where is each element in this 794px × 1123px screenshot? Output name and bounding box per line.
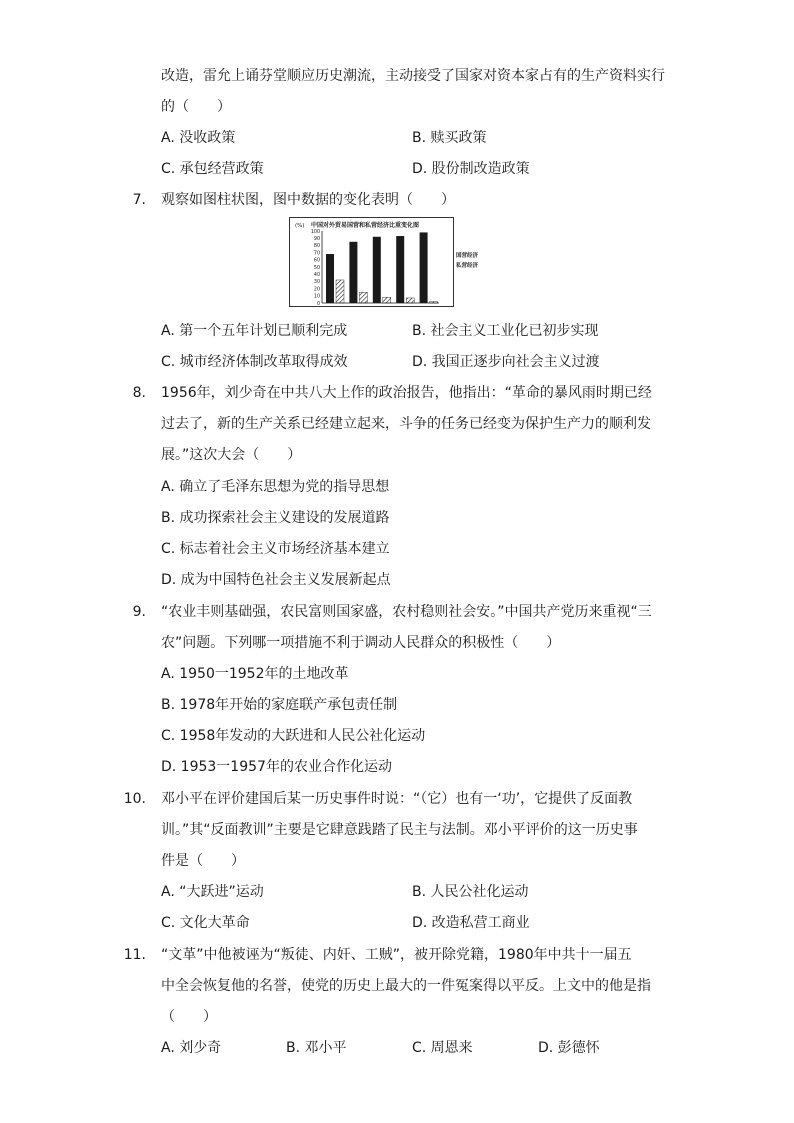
- chart-bar-state: [326, 254, 334, 303]
- chart-bar-private: [383, 297, 391, 303]
- chart-y-tick-label: 90: [313, 237, 320, 242]
- chart-title: 中国对外贸易国营和私营经济比重变化图: [311, 222, 420, 229]
- chart-bar-state: [349, 242, 357, 303]
- chart-svg: [289, 217, 454, 307]
- q9-number: 9.: [132, 604, 146, 620]
- q11-stem-line1: “文革”中他被诬为“叛徒、内奸、工贼”，被开除党籍，1980年中共十一届五: [161, 947, 632, 963]
- q10-stem-line3: 件是（ ）: [161, 853, 245, 869]
- legend-label-private: 私营经济: [456, 263, 479, 269]
- chart-y-tick-label: 100: [310, 229, 320, 235]
- q8-option-c: C. 标志着社会主义市场经济基本建立: [161, 541, 390, 557]
- q9-option-b: B. 1978年开始的家庭联产承包责任制: [161, 697, 398, 713]
- q7-number: 7.: [132, 192, 146, 208]
- chart-y-tick-label: 10: [313, 294, 320, 300]
- q11-stem-line2: 中全会恢复他的名誉，使党的历史上最大的一件冤案得以平反。上文中的他是指: [161, 978, 651, 994]
- chart-bar-state: [396, 236, 404, 303]
- chart-y-tick-label: 80: [313, 244, 320, 250]
- q8-number: 8.: [132, 385, 146, 401]
- chart-bar-state: [373, 237, 381, 303]
- q6-option-c: C. 承包经营政策: [161, 161, 264, 177]
- chart-y-tick-label: 0: [316, 301, 320, 307]
- q10-number: 10.: [123, 791, 146, 807]
- q11-option-b: B. 邓小平: [286, 1040, 347, 1056]
- q8-option-b: B. 成功探索社会主义建设的发展道路: [161, 510, 390, 526]
- chart-y-tick-label: 40: [313, 273, 320, 278]
- chart-y-tick-label: 70: [313, 251, 320, 257]
- q10-stem-line2: 训。”其“反面教训”主要是它肆意践踏了民主与法制。邓小平评价的这一历史事: [161, 822, 638, 838]
- q10-option-c: C. 文化大革命: [161, 915, 250, 931]
- q11-option-a: A. 刘少奇: [161, 1040, 222, 1056]
- q7-option-b: B. 社会主义工业化已初步实现: [412, 323, 599, 339]
- q7-stem: 观察如图柱状图，图中数据的变化表明（ ）: [161, 192, 455, 208]
- q8-option-a: A. 确立了毛泽东思想为党的指导思想: [161, 479, 390, 495]
- q7-option-c: C. 城市经济体制改革取得成效: [161, 354, 348, 370]
- chart-y-tick-label: 50: [313, 265, 320, 271]
- chart-bar-private: [359, 292, 367, 303]
- chart-bar-private: [406, 298, 414, 303]
- q11-option-d: D. 彭德怀: [538, 1040, 600, 1056]
- q9-option-a: A. 1950一1952年的土地改革: [161, 666, 349, 682]
- q6-stem-line2: 的（ ）: [161, 99, 231, 115]
- q10-option-a: A. “大跃进”运动: [161, 884, 264, 900]
- chart-bar-state: [420, 232, 428, 303]
- q8-stem-line1: 1956年，刘少奇在中共八大上作的政治报告，他指出：“革命的暴风雨时期已经: [161, 385, 652, 401]
- trade-ratio-chart: [289, 217, 479, 307]
- q8-option-d: D. 成为中国特色社会主义发展新起点: [161, 572, 391, 588]
- q10-option-b: B. 人民公社化运动: [412, 884, 529, 900]
- q7-option-a: A. 第一个五年计划已顺利完成: [161, 323, 348, 339]
- q11-number: 11.: [123, 947, 146, 963]
- q9-stem-line2: 农”问题。下列哪一项措施不利于调动人民群众的积极性（ ）: [161, 635, 561, 651]
- chart-y-tick-label: 60: [313, 258, 320, 264]
- legend-label-state: 国营经济: [456, 253, 479, 259]
- chart-bar-private: [336, 280, 344, 303]
- q6-option-a: A. 没收政策: [161, 130, 236, 146]
- q9-stem-line1: “农业丰则基础强，农民富则国家盛，农村稳则社会安。”中国共产党历来重视“三: [161, 604, 652, 620]
- chart-y-tick-label: 30: [313, 280, 320, 286]
- q6-stem-line1: 改造，雷允上诵芬堂顺应历史潮流，主动接受了国家对资本家占有的生产资料实行: [161, 68, 665, 84]
- q11-option-c: C. 周恩来: [412, 1040, 473, 1056]
- q11-stem-line3: （ ）: [161, 1009, 217, 1025]
- q10-option-d: D. 改造私营工商业: [412, 915, 530, 931]
- q9-option-c: C. 1958年发动的大跃进和人民公社化运动: [161, 728, 426, 744]
- q7-option-d: D. 我国正逐步向社会主义过渡: [412, 354, 600, 370]
- chart-ylabel: (%): [295, 223, 305, 229]
- q10-stem-line1: 邓小平在评价建国后某一历史事件时说：“（它）也有一‘功’，它提供了反面教: [161, 791, 633, 807]
- q6-option-b: B. 赎买政策: [412, 130, 487, 146]
- q8-stem-line3: 展。”这次大会（ ）: [161, 447, 302, 463]
- q9-option-d: D. 1953一1957年的农业合作化运动: [161, 759, 392, 775]
- chart-y-tick-label: 20: [313, 287, 320, 293]
- q8-stem-line2: 过去了，新的生产关系已经建立起来，斗争的任务已经变为保护生产力的顺利发: [161, 416, 651, 432]
- q6-option-d: D. 股份制改造政策: [412, 161, 530, 177]
